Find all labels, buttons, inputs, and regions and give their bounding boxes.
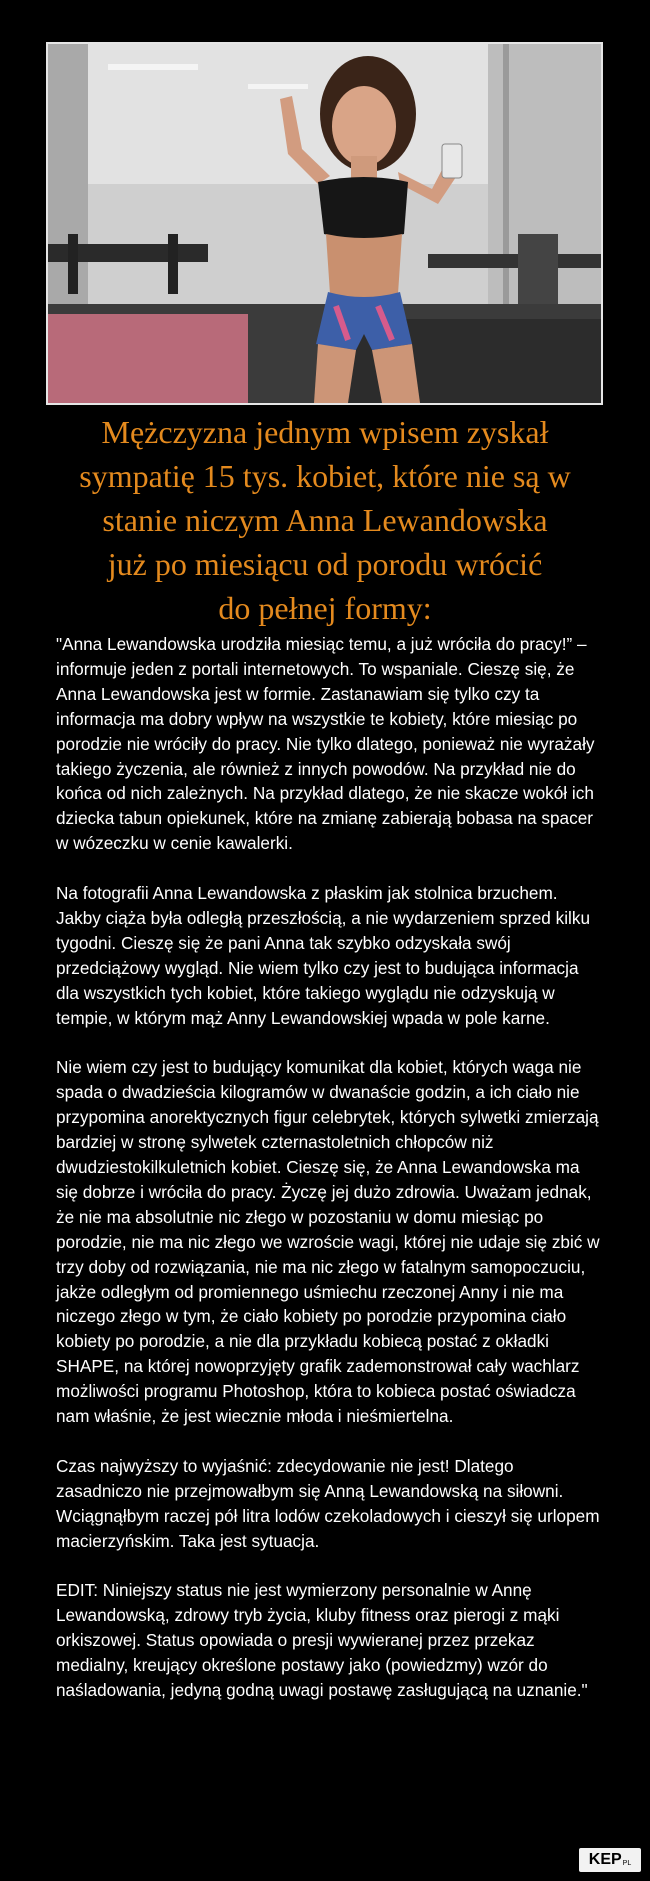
headline-line: już po miesiącu od porodu wrócić [107, 546, 543, 582]
logo-pl: PL [622, 1860, 632, 1867]
paragraph: "Anna Lewandowska urodziła miesiąc temu, a już wróciła do pracy!” – informuje jeden z portali internetowych. To wspaniale. Cieszę się, że Anna Lewandowska jest w formie. Zastanawiam się tylko czy ta informacja ma dobry wpływ na wszystkie te kobiety, które miesiąc po porodzie nie wróciły do pracy. Nie tylko dlatego, ponieważ nie wyrażały takiego życzenia, ale również z innych powodów. Na przykład nie do końca od nich zależnych. Na przykład dlatego, że nie skacze wokół ich dziecka tabun opiekunek, które na zmianę zabierają bobasa na spacer w wózeczku w cenie kawalerki. [56, 634, 595, 854]
paragraph: Nie wiem czy jest to budujący komunikat dla kobiet, których waga nie spada o dwadzieścia kilogramów w dwanaście godzin, a ich ciało nie przypomina anorektycznych figur celebrytek, których sylwetki zmierzają bardziej w stronę sylwetek czternastoletnich chłopców niż dwudziestokilkuletnich kobiet. Cieszę się, że Anna Lewandowska ma się dobrze i wróciła do pracy. Życzę jej dużo zdrowia. Uważam jednak, że nie ma absolutnie nic złego w pozostaniu w domu miesiąc po porodzie, nie ma nic złego we wzroście wagi, której nie udaje się zbić w trzy doby od rozwiązania, nie ma nic złego w fatalnym samopoczuciu, jakże odległym od promiennego uśmiechu rzeczonej Anny i nie ma niczego złego w tym, że ciało kobiety po porodzie przypomina ciało kobiety po porodzie, a nie dla przykładu kobiecą postać z okładki SHAPE, na której nowoprzyjęty grafik zademonstrował cały wachlarz możliwości programu Photoshop, która to kobieca postać oświadcza nam właśnie, że jest wiecznie młoda i nieśmiertelna. [56, 1057, 600, 1427]
headline-line: stanie niczym Anna Lewandowska [102, 502, 548, 538]
paragraph: Czas najwyższy to wyjaśnić: zdecydowanie nie jest! Dlatego zasadniczo nie przejmowałbym się Anną Lewandowską na siłowni. Wciągnąłbym raczej pół litra lodów czekoladowych i cieszył się urlopem macierzyńskim. Taka jest sytuacja. [56, 1455, 600, 1551]
paragraph: EDIT: Niniejszy status nie jest wymierzony personalnie w Annę Lewandowską, zdrowy tryb życia, kluby fitness oraz pierogi z mąki orkiszowej. Status opowiada o presji wywieranej przez przekaz medialny, kreujący określone postawy jako (powiedzmy) wzór do naśladowania, jedyną godną uwagi postawę zasługującą na uznanie." [56, 1580, 588, 1700]
logo-ep: EP [600, 1851, 622, 1868]
paragraph: Na fotografii Anna Lewandowska z płaskim jak stolnica brzuchem. Jakby ciąża była odległą przeszłością, a nie wydarzeniem sprzed kilku tygodni. Cieszę się że pani Anna tak szybko odzyskała swój przedciążowy wygląd. Nie wiem tylko czy jest to budująca informacja dla wszystkich tych kobiet, które takiego wyglądu nie odzyskują w tempie, w którym mąż Anny Lewandowskiej wpada w pole karne. [56, 883, 591, 1028]
headline-line: do pełnej formy: [218, 590, 432, 626]
gym-selfie-image [48, 44, 601, 403]
main-photo [46, 42, 603, 405]
logo-k: K [588, 1851, 601, 1868]
kwejk-logo[interactable] [579, 1848, 641, 1872]
headline [20, 410, 630, 630]
headline-line: sympatię 15 tys. kobiet, które nie są w [79, 458, 571, 494]
headline-line: Mężczyzna jednym wpisem zyskał [101, 414, 549, 450]
article-body [56, 632, 601, 1703]
